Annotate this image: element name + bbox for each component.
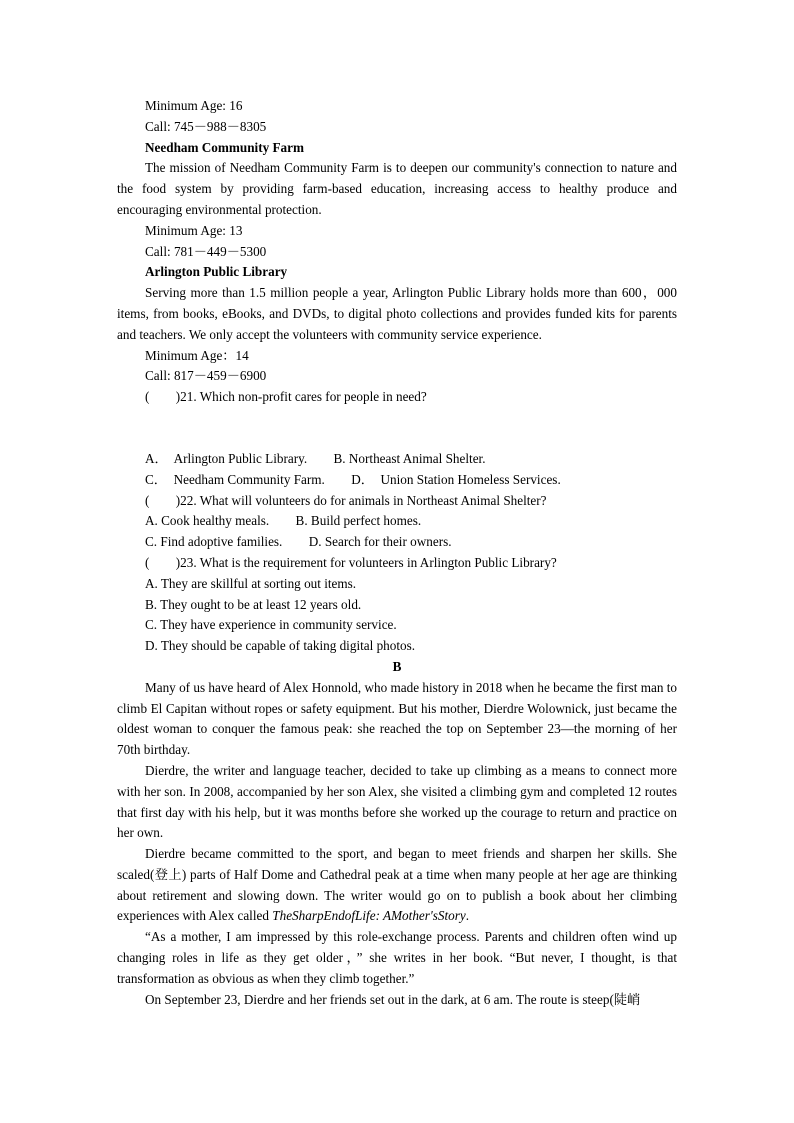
book-title: TheSharpEndofLife: AMother'sStory	[272, 908, 466, 924]
passage-paragraph-4: “As a mother, I am impressed by this role-exchange process. Parents and children often wind up changing roles in life as they get older，” she writes in her book. “But never, I thought, is that transformation as obvious as when they climb together.”	[117, 929, 677, 986]
phone-line: Call: 745－988－8305	[145, 118, 267, 134]
minimum-age-line: Minimum Age：14	[145, 347, 249, 363]
arlington-description: Serving more than 1.5 million people a year, Arlington Public Library holds more than 600，000 items, from books, eBooks, and DVDs, to digital photo collections and provides funded kits for parents and teachers. We only accept the volunteers with community service experience.	[117, 285, 677, 342]
passage-paragraph-5: On September 23, Dierdre and her friends set out in the dark, at 6 am. The route is steep(陡峭	[145, 991, 641, 1007]
passage-paragraph-3	[117, 844, 677, 927]
answer-gap	[117, 408, 677, 449]
passage-paragraph-2: Dierdre, the writer and language teacher, decided to take up climbing as a means to connect more with her son. In 2008, accompanied by her son Alex, she visited a climbing gym and completed 12 routes that first day with his help, but it was months before she worked up the courage to return and practice on her own.	[117, 762, 677, 841]
question-21-options-ab: A． Arlington Public Library. B. Northeast Animal Shelter.	[145, 450, 486, 466]
question-23-option-c: C. They have experience in community service.	[145, 617, 397, 633]
question-21-options-cd: C． Needham Community Farm. D． Union Station Homeless Services.	[145, 471, 561, 487]
question-22: ( )22. What will volunteers do for animals in Northeast Animal Shelter?	[145, 492, 547, 508]
question-21: ( )21. Which non-profit cares for people in need?	[145, 389, 427, 405]
paragraph-3-text: Dierdre became committed to the sport, and began to meet friends and sharpen her skills. She scaled(登上) parts of Half Dome and Cathedral peak at a time when many people at her age are thinking about retirement and slowing down. The writer would go on to publish a book about her climbing experiences with Alex called	[117, 846, 677, 924]
question-23: ( )23. What is the requirement for volunteers in Arlington Public Library?	[145, 554, 557, 570]
needham-description: The mission of Needham Community Farm is to deepen our community's connection to nature and the food system by providing farm-based education, increasing access to healthy produce and encouraging environmental protection.	[117, 160, 677, 217]
minimum-age-line: Minimum Age: 13	[145, 222, 243, 238]
minimum-age-line: Minimum Age: 16	[145, 98, 243, 113]
question-22-options-cd: C. Find adoptive families. D. Search for their owners.	[145, 534, 452, 550]
question-23-option-b: B. They ought to be at least 12 years old.	[145, 596, 362, 612]
section-b-label: B	[392, 658, 402, 674]
needham-heading: Needham Community Farm	[145, 139, 304, 155]
question-23-option-a: A. They are skillful at sorting out items.	[145, 575, 357, 591]
question-23-option-d: D. They should be capable of taking digital photos.	[145, 638, 416, 654]
question-22-options-ab: A. Cook healthy meals. B. Build perfect homes.	[145, 513, 422, 529]
phone-line: Call: 817－459－6900	[145, 368, 267, 384]
paragraph-3-end: .	[465, 908, 469, 924]
phone-line: Call: 781－449－5300	[145, 243, 267, 259]
passage-paragraph-1: Many of us have heard of Alex Honnold, who made history in 2018 when he became the first man to climb El Capitan without ropes or safety equipment. But his mother, Dierdre Wolownick, just became the oldest woman to conquer the famous peak: she reached the top on September 23—the morning of her 70th birthday.	[117, 679, 677, 758]
arlington-heading: Arlington Public Library	[145, 264, 288, 280]
document-content	[117, 96, 677, 1010]
